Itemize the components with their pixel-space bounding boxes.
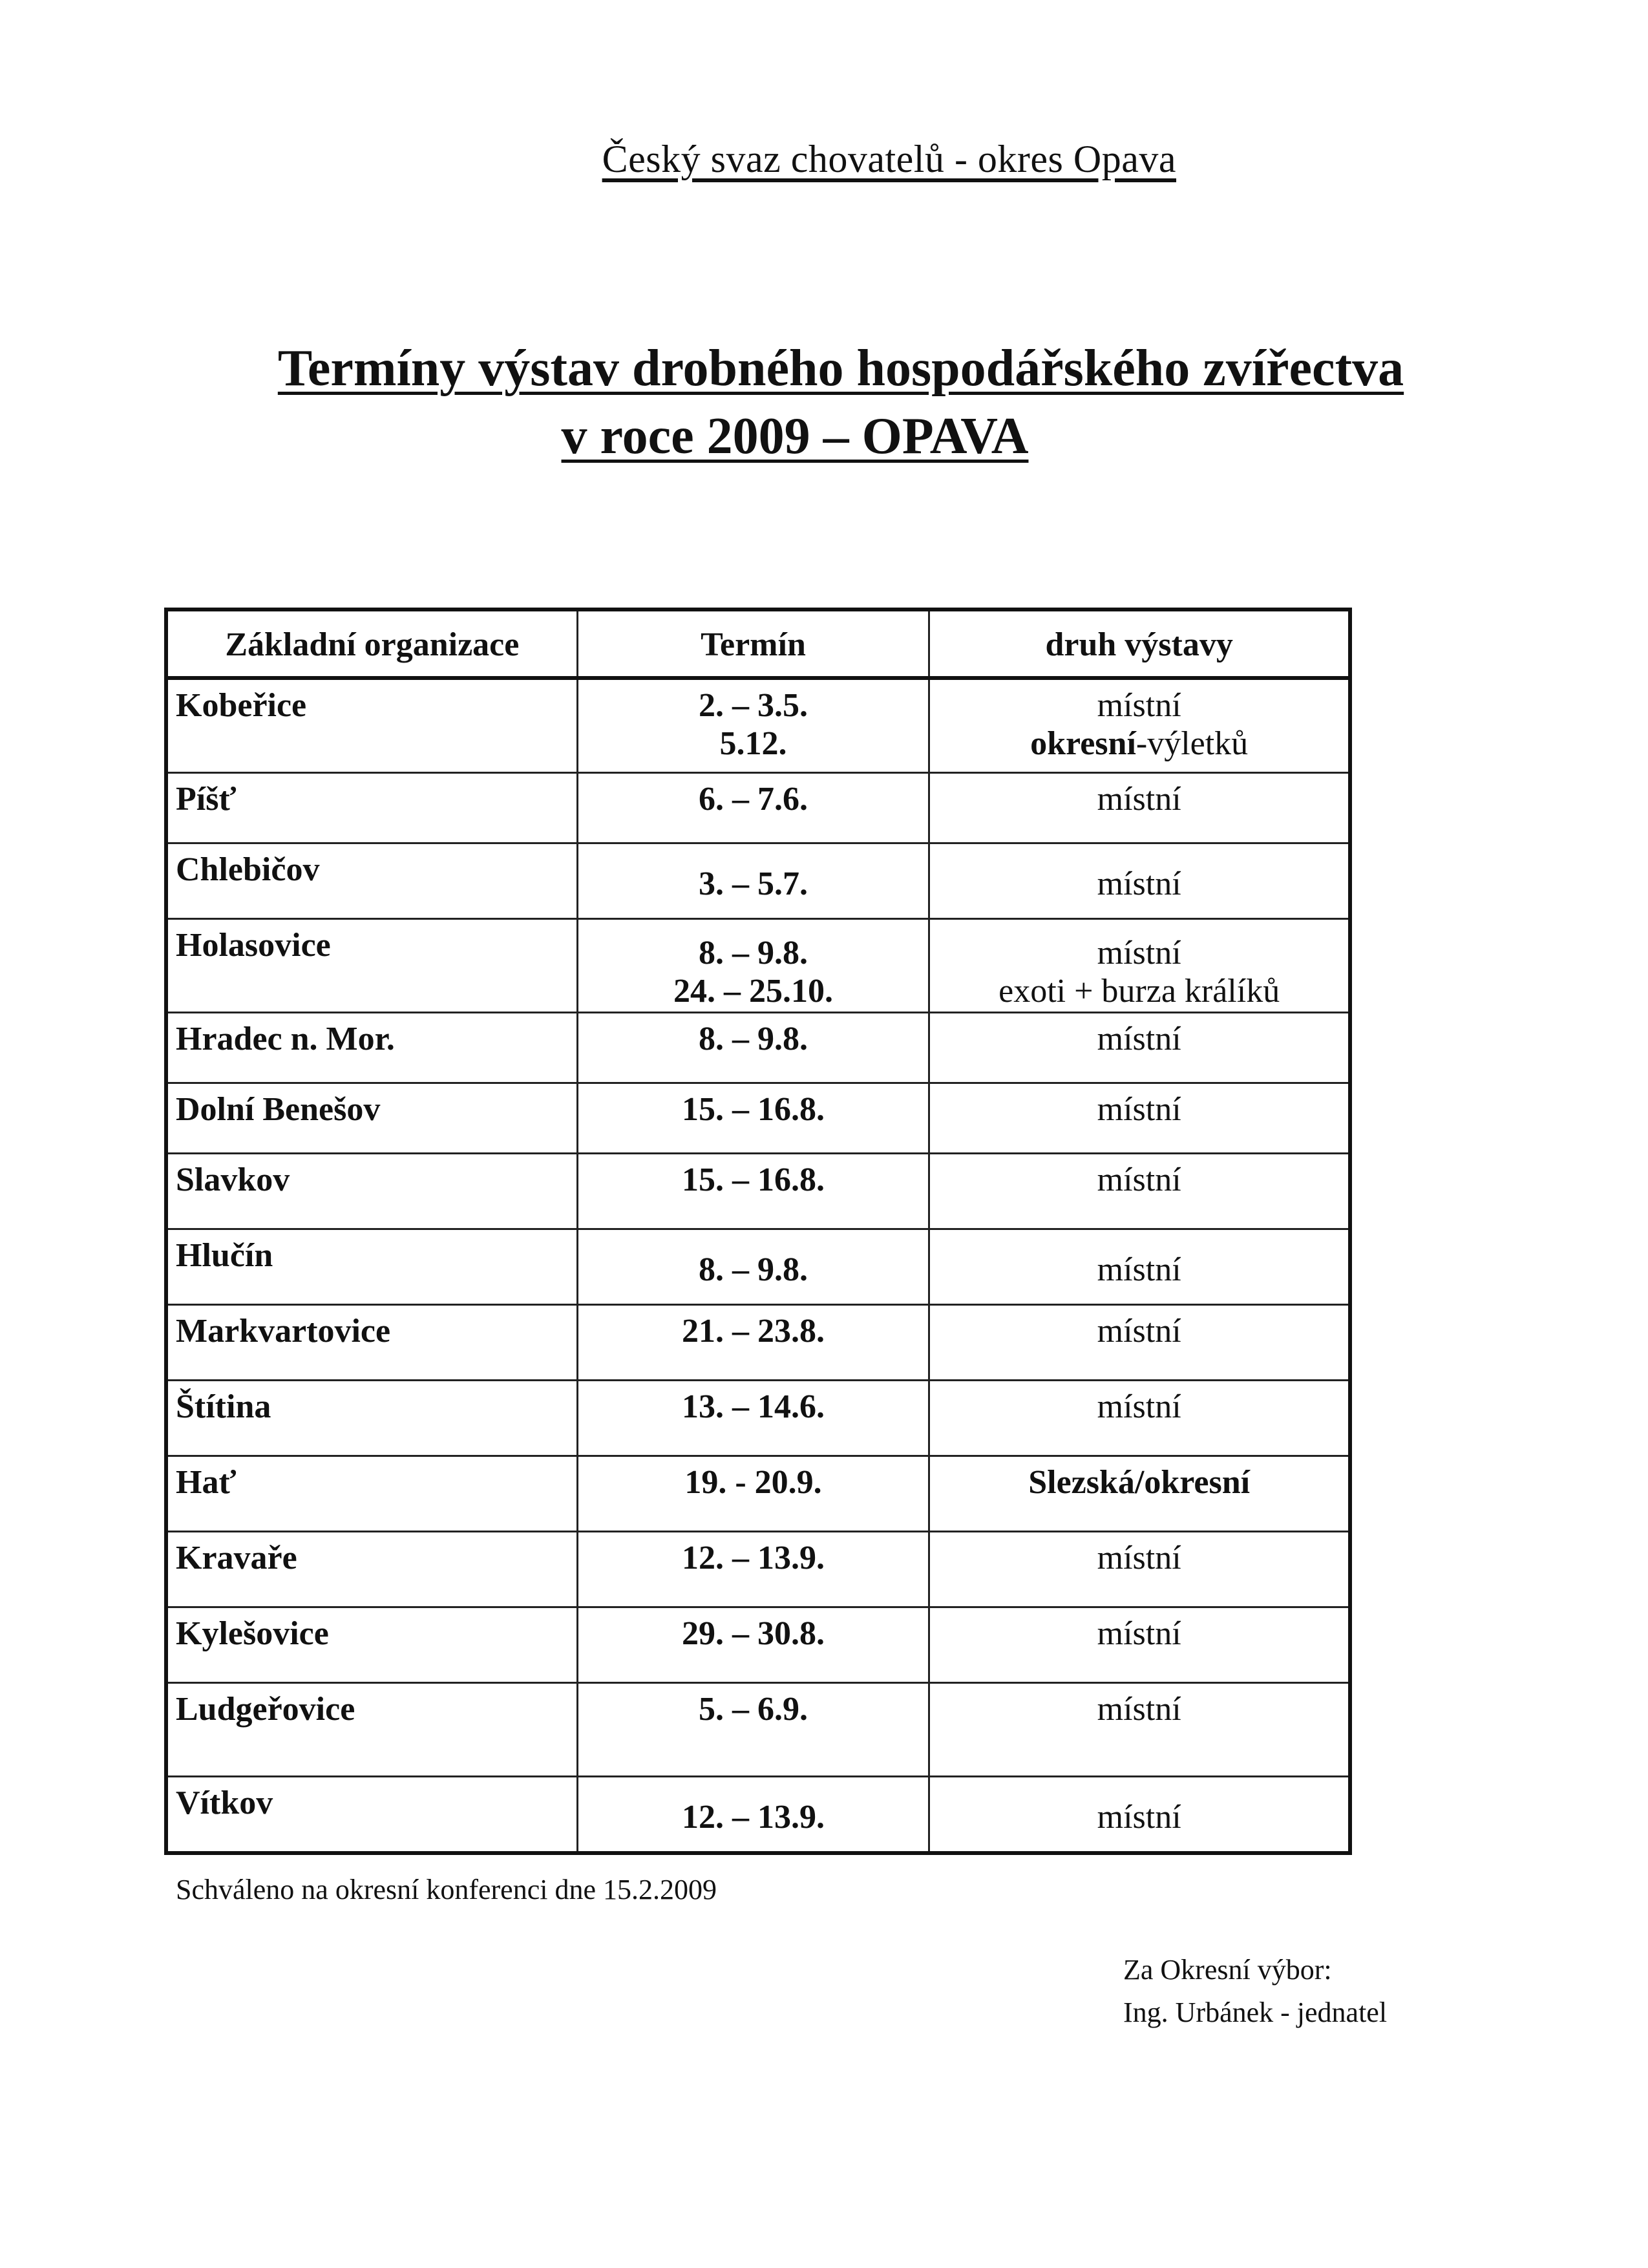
- kind-cell: místní: [929, 1229, 1350, 1305]
- term-cell: 13. – 14.6.: [577, 1381, 929, 1456]
- table-row: [166, 843, 1350, 919]
- table-row: [166, 1381, 1350, 1456]
- kind-cell: Slezská/okresní: [929, 1456, 1350, 1532]
- document-title-line1: [17, 340, 1648, 397]
- organization-cell: Hlučín: [166, 1229, 577, 1305]
- kind-cell: místní okresní-výletků: [929, 678, 1350, 773]
- kind-cell: místní: [929, 1683, 1350, 1777]
- organization-cell: Štítina: [166, 1381, 577, 1456]
- term-cell: 15. – 16.8.: [577, 1154, 929, 1229]
- kind-cell: místní: [929, 1013, 1350, 1083]
- table-row: [166, 1229, 1350, 1305]
- term-cell: 19. - 20.9.: [577, 1456, 929, 1532]
- kind-cell: místní: [929, 1607, 1350, 1683]
- organization-cell: Píšť: [166, 773, 577, 843]
- signature-line1: Za Okresní výbor:: [1123, 1954, 1332, 1986]
- term-cell: 21. – 23.8.: [577, 1305, 929, 1381]
- organization-cell: Hradec n. Mor.: [166, 1013, 577, 1083]
- organization-cell: Kravaře: [166, 1532, 577, 1607]
- title-line1-text: Termíny výstav drobného hospodářského zvířectva: [277, 340, 1404, 397]
- term-cell: 29. – 30.8.: [577, 1607, 929, 1683]
- kind-cell: místní exoti + burza králíků: [929, 919, 1350, 1013]
- table-row: [166, 1305, 1350, 1381]
- term-cell: 3. – 5.7.: [577, 843, 929, 919]
- organization-cell: Ludgeřovice: [166, 1683, 577, 1777]
- term-cell: 2. – 3.5. 5.12.: [577, 678, 929, 773]
- organization-cell: Kobeřice: [166, 678, 577, 773]
- kind-cell: místní: [929, 1154, 1350, 1229]
- organization-cell: Markvartovice: [166, 1305, 577, 1381]
- kind-cell: místní: [929, 773, 1350, 843]
- organization-name: Český svaz chovatelů - okres Opava: [602, 138, 1176, 180]
- term-cell: 8. – 9.8.: [577, 1229, 929, 1305]
- kind-cell: místní: [929, 1083, 1350, 1154]
- exhibition-schedule-table: [164, 608, 1352, 1855]
- kind-cell: místní: [929, 1777, 1350, 1854]
- column-header-kind: druh výstavy: [929, 609, 1350, 678]
- organization-cell: Hať: [166, 1456, 577, 1532]
- table-row: [166, 919, 1350, 1013]
- document-title-line2: [0, 408, 1619, 465]
- organization-cell: Kylešovice: [166, 1607, 577, 1683]
- table-row: [166, 1532, 1350, 1607]
- table-header-row: [166, 609, 1350, 678]
- organization-cell: Dolní Benešov: [166, 1083, 577, 1154]
- table-row: [166, 1607, 1350, 1683]
- table-row: [166, 773, 1350, 843]
- table-row: [166, 1683, 1350, 1777]
- table-row: [166, 1777, 1350, 1854]
- signature-line2: Ing. Urbánek - jednatel: [1123, 1997, 1388, 2028]
- kind-cell: místní: [929, 1532, 1350, 1607]
- term-cell: 12. – 13.9.: [577, 1532, 929, 1607]
- organization-cell: Chlebičov: [166, 843, 577, 919]
- organization-cell: Slavkov: [166, 1154, 577, 1229]
- kind-cell: místní: [929, 1305, 1350, 1381]
- term-cell: 8. – 9.8. 24. – 25.10.: [577, 919, 929, 1013]
- table-row: [166, 1083, 1350, 1154]
- term-cell: 15. – 16.8.: [577, 1083, 929, 1154]
- table-row: [166, 1013, 1350, 1083]
- kind-cell: místní: [929, 1381, 1350, 1456]
- column-header-term: Termín: [577, 609, 929, 678]
- table-row: [166, 678, 1350, 773]
- table-row: [166, 1456, 1350, 1532]
- kind-cell: místní: [929, 843, 1350, 919]
- table-row: [166, 1154, 1350, 1229]
- column-header-organization: Základní organizace: [166, 609, 577, 678]
- title-line2-text: v roce 2009 – OPAVA: [561, 408, 1029, 465]
- term-cell: 12. – 13.9.: [577, 1777, 929, 1854]
- approval-note: Schváleno na okresní konferenci dne 15.2.2009: [176, 1874, 717, 1905]
- organization-cell: Vítkov: [166, 1777, 577, 1854]
- term-cell: 5. – 6.9.: [577, 1683, 929, 1777]
- term-cell: 6. – 7.6.: [577, 773, 929, 843]
- organization-cell: Holasovice: [166, 919, 577, 1013]
- term-cell: 8. – 9.8.: [577, 1013, 929, 1083]
- organization-header: [0, 137, 1176, 182]
- signature-block: [1123, 1949, 1387, 2034]
- kind-okresni-vyletku: okresní-výletků: [1030, 725, 1249, 763]
